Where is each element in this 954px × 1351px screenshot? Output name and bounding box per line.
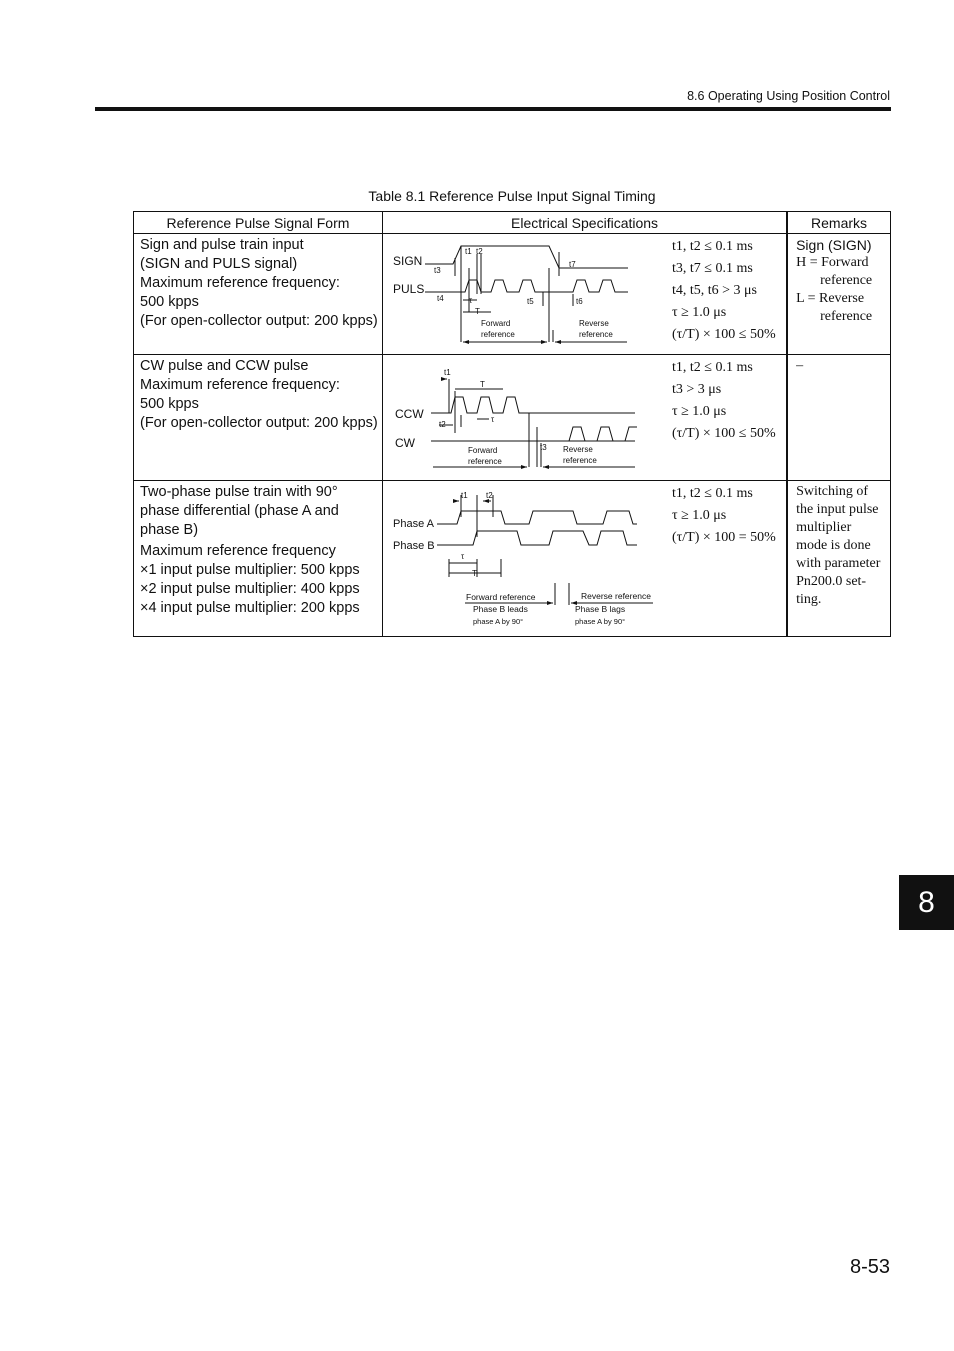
form-line: 500 kpps xyxy=(140,396,199,412)
electrical-spec-cell xyxy=(382,355,787,481)
t2-label: t2 xyxy=(485,491,493,500)
form-line: Two-phase pulse train with 90° xyxy=(140,484,338,500)
table-caption: Table 8.1 Reference Pulse Input Signal Timing xyxy=(368,188,656,204)
t5-label: t5 xyxy=(526,297,534,306)
spec-list xyxy=(672,236,776,346)
spec-line: τ ≥ 1.0 μs xyxy=(671,404,727,419)
puls-label: PULS xyxy=(392,282,425,296)
form-line: Maximum reference frequency: xyxy=(140,275,340,291)
column-header: Electrical Specifications xyxy=(382,212,787,234)
ccw-waveform xyxy=(431,397,635,413)
form-line: ×1 input pulse multiplier: 500 kpps xyxy=(140,562,360,578)
t3-label: t3 xyxy=(539,443,547,452)
spec-line: t4, t5, t6 > 3 μs xyxy=(671,283,758,298)
ccw-label: CCW xyxy=(394,407,424,421)
cw-waveform xyxy=(431,427,637,441)
tau-label: τ xyxy=(490,415,495,424)
remark-line: ting. xyxy=(796,592,822,607)
page-number: 8-53 xyxy=(849,1256,890,1278)
remarks-cell xyxy=(787,355,890,481)
reverse-reference-label: Reverse xyxy=(562,445,593,454)
form-line: phase differential (phase A and xyxy=(140,503,339,519)
spec-list xyxy=(672,483,776,549)
table-row xyxy=(134,481,891,637)
remark-line: with parameter xyxy=(796,556,881,571)
remark-line: Pn200.0 set- xyxy=(796,574,867,589)
form-line: ×2 input pulse multiplier: 400 kpps xyxy=(140,581,360,597)
phase-b-waveform xyxy=(437,531,637,545)
remark-line: Switching of xyxy=(796,484,869,499)
t4-label: t4 xyxy=(436,294,444,303)
t1-label: t1 xyxy=(460,491,468,500)
spec-line: (τ/T) × 100 ≤ 50% xyxy=(671,426,776,441)
period-label: T xyxy=(471,569,477,578)
electrical-spec-cell xyxy=(382,234,787,355)
electrical-spec-cell xyxy=(382,481,787,637)
remark-line: mode is done xyxy=(796,538,871,553)
puls-waveform xyxy=(425,280,628,292)
spec-line: t3 > 3 μs xyxy=(671,382,722,397)
table-row xyxy=(134,355,891,481)
timing-table xyxy=(133,211,891,637)
form-line: Maximum reference frequency: xyxy=(140,377,340,393)
form-line: ×4 input pulse multiplier: 200 kpps xyxy=(140,600,360,616)
cw-label: CW xyxy=(394,436,415,450)
reverse-reference-label: Reverse reference xyxy=(580,591,651,601)
section-header: 8.6 Operating Using Position Control xyxy=(687,89,890,103)
t3-label: t3 xyxy=(433,266,441,275)
form-line: phase B) xyxy=(140,522,199,538)
forward-reference-label: Forward reference xyxy=(465,592,536,602)
remark-line: H = Forward xyxy=(796,255,869,270)
form-line: (For open-collector output: 200 kpps) xyxy=(140,313,378,329)
forward-reference-label: reference xyxy=(467,457,502,466)
signal-form-cell xyxy=(134,481,383,637)
remark-line: L = Reverse xyxy=(796,291,865,306)
t6-label: t6 xyxy=(575,297,583,306)
spec-line: (τ/T) × 100 = 50% xyxy=(671,530,776,545)
reverse-reference-label: Reverse xyxy=(578,319,609,328)
form-line: CW pulse and CCW pulse xyxy=(140,358,309,374)
reverse-reference-label: phase A by 90° xyxy=(574,617,626,626)
t2-label: t2 xyxy=(475,247,483,256)
spec-line: τ ≥ 1.0 μs xyxy=(671,508,727,523)
reverse-reference-label: reference xyxy=(578,330,613,339)
table-header-row xyxy=(134,212,891,234)
remark-line: Sign (SIGN) xyxy=(796,237,872,253)
chapter-tab: 8 xyxy=(899,875,954,930)
phase-b-label: Phase B xyxy=(392,540,435,552)
spec-list xyxy=(672,357,776,445)
form-line: Sign and pulse train input xyxy=(140,237,304,253)
tau-label: τ xyxy=(468,296,473,305)
t7-label: t7 xyxy=(568,260,576,269)
spec-line: t1, t2 ≤ 0.1 ms xyxy=(671,239,753,254)
signal-form-cell xyxy=(134,234,383,355)
signal-form-cell xyxy=(134,355,383,481)
tau-label: τ xyxy=(460,552,465,561)
remarks-cell xyxy=(787,481,890,637)
forward-reference-label: Phase B leads xyxy=(472,604,528,614)
remark-line: reference xyxy=(820,273,873,288)
forward-reference-label: reference xyxy=(480,330,515,339)
remarks-cell xyxy=(787,234,890,355)
forward-reference-label: phase A by 90° xyxy=(472,617,524,626)
reverse-reference-label: Phase B lags xyxy=(574,604,626,614)
phase-a-waveform xyxy=(437,511,637,524)
spec-line: t3, t7 ≤ 0.1 ms xyxy=(671,261,753,276)
column-header: Remarks xyxy=(787,212,890,234)
t1-label: t1 xyxy=(443,368,451,377)
table-row xyxy=(134,234,891,355)
reverse-reference-label: reference xyxy=(562,456,597,465)
forward-reference-label: Forward xyxy=(480,319,511,328)
spec-line: τ ≥ 1.0 μs xyxy=(671,305,727,320)
header-rule xyxy=(95,107,891,111)
t2-label: t2 xyxy=(438,420,446,429)
column-header: Reference Pulse Signal Form xyxy=(134,212,383,234)
form-line: 500 kpps xyxy=(140,294,199,310)
remark-line: – xyxy=(796,358,804,373)
forward-reference-label: Forward xyxy=(467,446,498,455)
period-label: T xyxy=(479,380,485,389)
spec-line: t1, t2 ≤ 0.1 ms xyxy=(671,360,753,375)
remark-line: reference xyxy=(820,309,873,324)
spec-line: t1, t2 ≤ 0.1 ms xyxy=(671,486,753,501)
t1-label: t1 xyxy=(464,247,472,256)
spec-line: (τ/T) × 100 ≤ 50% xyxy=(671,327,776,342)
sign-label: SIGN xyxy=(392,254,423,268)
form-line: (SIGN and PULS signal) xyxy=(140,256,298,272)
remark-line: multiplier xyxy=(796,520,852,535)
period-label: T xyxy=(474,307,480,316)
remark-line: the input pulse xyxy=(796,502,879,517)
form-line: Maximum reference frequency xyxy=(140,543,336,559)
form-line: (For open-collector output: 200 kpps) xyxy=(140,415,378,431)
phase-a-label: Phase A xyxy=(392,518,434,530)
